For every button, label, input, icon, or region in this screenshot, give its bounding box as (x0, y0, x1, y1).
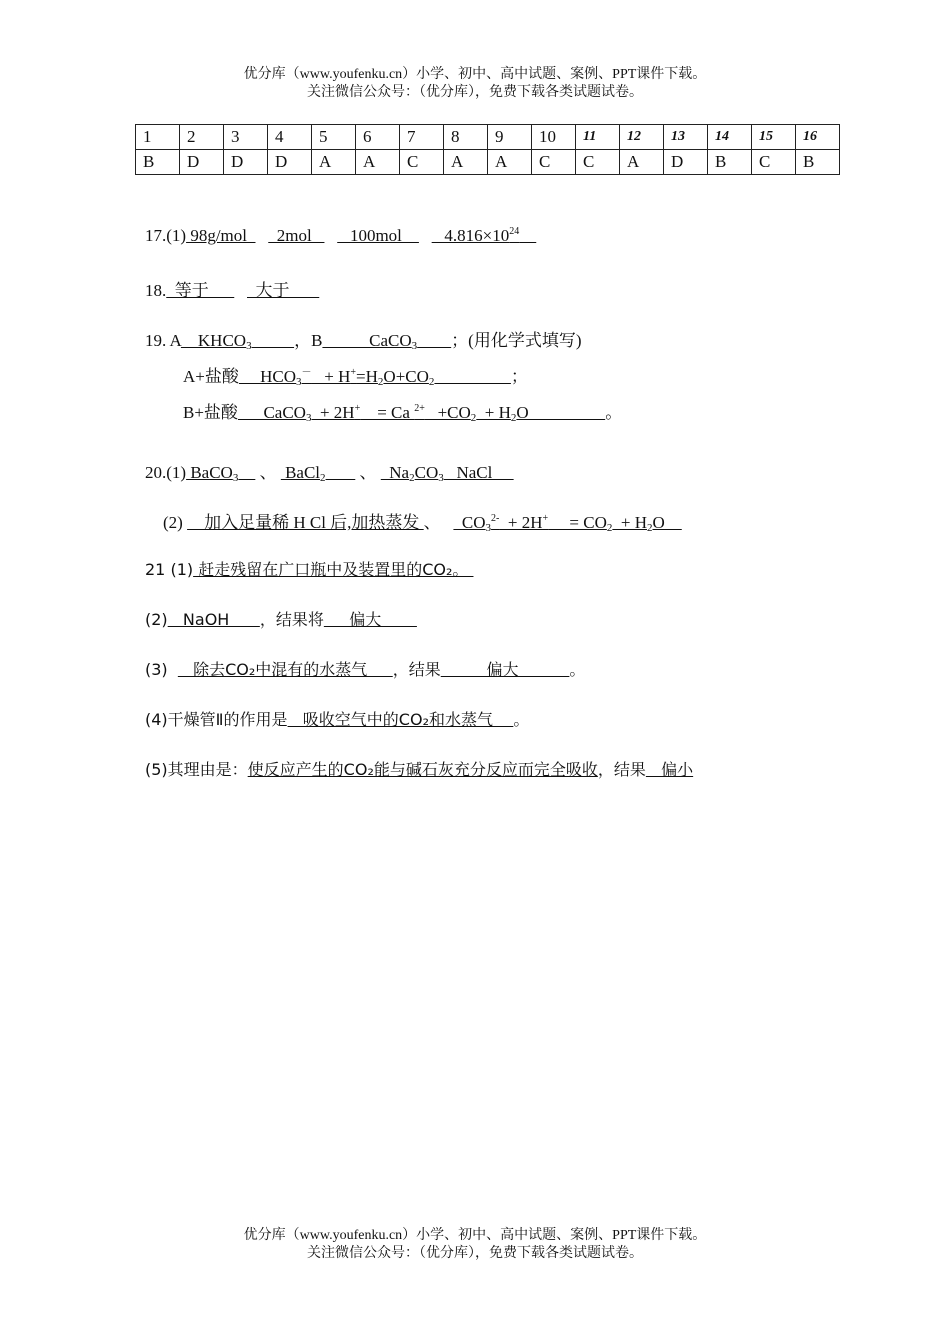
q19-b-blank (417, 331, 451, 350)
q19-equation-a (183, 362, 528, 388)
question-number: 10 (532, 125, 576, 150)
answer-cell: B (136, 150, 180, 175)
q19-note: ；(用化学式填写) (451, 331, 582, 350)
q20-answer-equation (453, 513, 681, 532)
q19-b-text: CaCO (322, 331, 412, 350)
eqb-part: = Ca (360, 403, 415, 422)
answer-cell: B (708, 150, 752, 175)
q19-a-text: KHCO (180, 331, 247, 350)
q21-line-5 (145, 757, 693, 780)
q20-eq-sub: 2 (646, 522, 653, 534)
answer-cell: C (400, 150, 444, 175)
q20-separator: 、 (255, 463, 281, 482)
q19-a-blank (252, 331, 295, 350)
q21-line-3 (145, 657, 585, 680)
q20-eq-part: O (652, 513, 682, 532)
q21-label-4: (4)干燥管Ⅱ的作用是 (145, 710, 288, 729)
question-number: 12 (620, 125, 664, 150)
q21-answer-3a: 除去CO₂中混有的水蒸气 (177, 660, 393, 679)
question-number: 5 (312, 125, 356, 150)
eqa-part: HCO (238, 367, 297, 386)
eqb-part: + 2H (311, 403, 355, 422)
answer-cell: D (180, 150, 224, 175)
q20-a1-blank (238, 463, 255, 482)
question-number: 8 (444, 125, 488, 150)
q19-comma-b: ，B (294, 331, 323, 350)
eqa-sup: + (350, 367, 357, 378)
eqa-part: + H (311, 367, 351, 386)
question-number: 14 (708, 125, 752, 150)
q21-line-4 (145, 707, 529, 730)
q18-answer-1: 等于 (166, 281, 235, 300)
q20-eq-sub: 2 (606, 522, 613, 534)
question-number: 2 (180, 125, 224, 150)
q21-answer-5a: 使反应产生的CO₂能与碱石灰充分反应而完全吸收 (247, 760, 598, 779)
eqb-part: CaCO (237, 403, 306, 422)
eqb-sup: + (354, 403, 361, 414)
eqb-part: +CO (424, 403, 471, 422)
q19-eqa-label: A+盐酸 (183, 367, 239, 386)
eqb-sub: 3 (305, 412, 312, 424)
q21-answer-1: 赶走残留在广口瓶中及装置里的CO₂。 (193, 560, 474, 579)
answer-cell: A (312, 150, 356, 175)
answer-cell: D (664, 150, 708, 175)
q20-eq-sub: 3 (485, 522, 492, 534)
answer-table (135, 124, 840, 175)
q20-a3-text: Na (380, 463, 410, 482)
q17-line (145, 226, 536, 246)
answer-cell: C (532, 150, 576, 175)
q21-end-3: 。 (569, 660, 586, 679)
footer-line-2: 关注微信公众号：（优分库），免费下载各类试题试卷。 (307, 1246, 643, 1261)
eqb-sup: 2+ (414, 403, 425, 414)
q21-answer-4: 吸收空气中的CO₂和水蒸气 (287, 710, 514, 729)
q20-eq-part: + H (612, 513, 647, 532)
q19-eqa-answer (239, 367, 511, 386)
q20-a1-text: BaCO (186, 463, 233, 482)
answer-table-answer-row (136, 150, 840, 175)
q17-answer-4-exponent: 24 (509, 226, 520, 237)
question-number: 6 (356, 125, 400, 150)
q19-equation-b (183, 398, 622, 424)
q18-answer-2: 大于 (247, 281, 320, 300)
q20-answer-method: 加入足量稀 H Cl 后,加热蒸发 (187, 513, 424, 532)
q18-label: 18. (145, 281, 167, 300)
q20-a3-text: CO (414, 463, 439, 482)
q20-answer-3 (381, 463, 514, 482)
eqa-sub: 2 (428, 376, 435, 388)
q19-answer-b (322, 331, 451, 350)
question-number: 1 (136, 125, 180, 150)
q17-answer-4-base: 4.816×10 (431, 226, 510, 245)
q20-eq-sup: + (542, 513, 549, 524)
footer-line-1: 优分库（www.youfenku.cn）小学、初中、高中试题、案例、PPT课件下载。 (243, 1228, 707, 1243)
q17-answer-2: 2mol (268, 226, 325, 245)
question-number: 4 (268, 125, 312, 150)
page-header (0, 66, 950, 102)
q20-a2-sub: 2 (320, 472, 326, 484)
q20-eq-sup: 2- (491, 513, 500, 524)
q21-answer-3b: 偏大 (440, 660, 570, 679)
q21-text-2: ，结果将 (259, 610, 324, 629)
answer-cell: C (752, 150, 796, 175)
q19-a-subscript: 3 (246, 340, 252, 352)
eqb-sub: 2 (470, 412, 477, 424)
q20-answer-1 (186, 463, 255, 482)
q21-end-4: 。 (513, 710, 530, 729)
q21-text-5: ，结果 (597, 760, 646, 779)
q20-a3-text: NaCl (443, 463, 514, 482)
q20-line-1 (145, 458, 514, 484)
answer-cell: D (268, 150, 312, 175)
q19-eqb-answer (238, 403, 605, 422)
question-number: 9 (488, 125, 532, 150)
q21-text-3: ，结果 (392, 660, 441, 679)
q20-eq-part: + 2H (499, 513, 543, 532)
answer-cell: A (356, 150, 400, 175)
q19-eqb-end: 。 (605, 403, 623, 422)
q19-eqa-end: ； (510, 367, 528, 386)
q21-line-2 (145, 607, 417, 630)
eqa-part: =H (356, 367, 378, 386)
q20-a2-text: BaCl (280, 463, 321, 482)
q21-label-1: 21 (1) (145, 560, 194, 579)
q20-eq-part: CO (453, 513, 486, 532)
q20-label-1: 20.(1) (145, 463, 187, 482)
q20-label-2: (2) (163, 513, 183, 532)
eqb-part: O (516, 403, 606, 422)
q17-answer-4-tail (519, 226, 536, 245)
question-number: 3 (224, 125, 268, 150)
question-number: 13 (664, 125, 708, 150)
q19-line (145, 326, 582, 352)
eqa-sup: － (301, 367, 312, 378)
q21-answer-5b: 偏小 (645, 760, 694, 779)
eqa-part: O+CO (383, 367, 429, 386)
q18-line (145, 276, 319, 301)
header-line-1: 优分库（www.youfenku.cn）小学、初中、高中试题、案例、PPT课件下载。 (243, 67, 707, 82)
answer-cell: A (444, 150, 488, 175)
page-footer (0, 1227, 950, 1263)
q20-a3-sub: 2 (409, 472, 415, 484)
q21-label-2: (2) (145, 610, 168, 629)
question-number: 11 (576, 125, 620, 150)
q19-answer-a (181, 331, 294, 350)
q19-eqb-label: B+盐酸 (183, 403, 238, 422)
q20-a2-blank (326, 463, 356, 482)
answer-cell: A (620, 150, 664, 175)
question-number: 15 (752, 125, 796, 150)
answer-cell: D (224, 150, 268, 175)
question-number: 7 (400, 125, 444, 150)
question-number: 16 (796, 125, 840, 150)
q21-line-1 (145, 557, 473, 580)
q20-separator: 、 (423, 513, 441, 532)
q21-answer-2a: NaOH (167, 610, 260, 629)
answer-cell: A (488, 150, 532, 175)
q17-answer-4 (432, 226, 537, 245)
eqb-sub: 2 (510, 412, 517, 424)
answer-cell: B (796, 150, 840, 175)
q20-a1-sub: 3 (232, 472, 239, 484)
q20-answer-2 (281, 463, 355, 482)
q19-b-subscript: 3 (411, 340, 418, 352)
q19-label: 19. A (145, 331, 181, 350)
eqa-sub: 3 (296, 376, 302, 388)
q17-label: 17.(1) (145, 226, 187, 245)
answer-table-number-row (136, 125, 840, 150)
eqa-sub: 2 (377, 376, 384, 388)
q17-answer-1: 98g/mol (186, 226, 256, 245)
q17-answer-3: 100mol (337, 226, 419, 245)
eqa-blank (434, 367, 511, 386)
q21-answer-2b: 偏大 (323, 610, 417, 629)
eqb-part: + H (476, 403, 511, 422)
q20-separator: 、 (355, 463, 381, 482)
q20-a3-sub: 3 (438, 472, 444, 484)
answer-cell: C (576, 150, 620, 175)
header-line-2: 关注微信公众号：（优分库），免费下载各类试题试卷。 (307, 85, 643, 100)
q20-eq-part: = CO (548, 513, 607, 532)
q21-label-5: (5)其理由是： (145, 760, 248, 779)
q20-line-2 (163, 508, 682, 534)
q21-label-3: (3) (145, 660, 168, 679)
